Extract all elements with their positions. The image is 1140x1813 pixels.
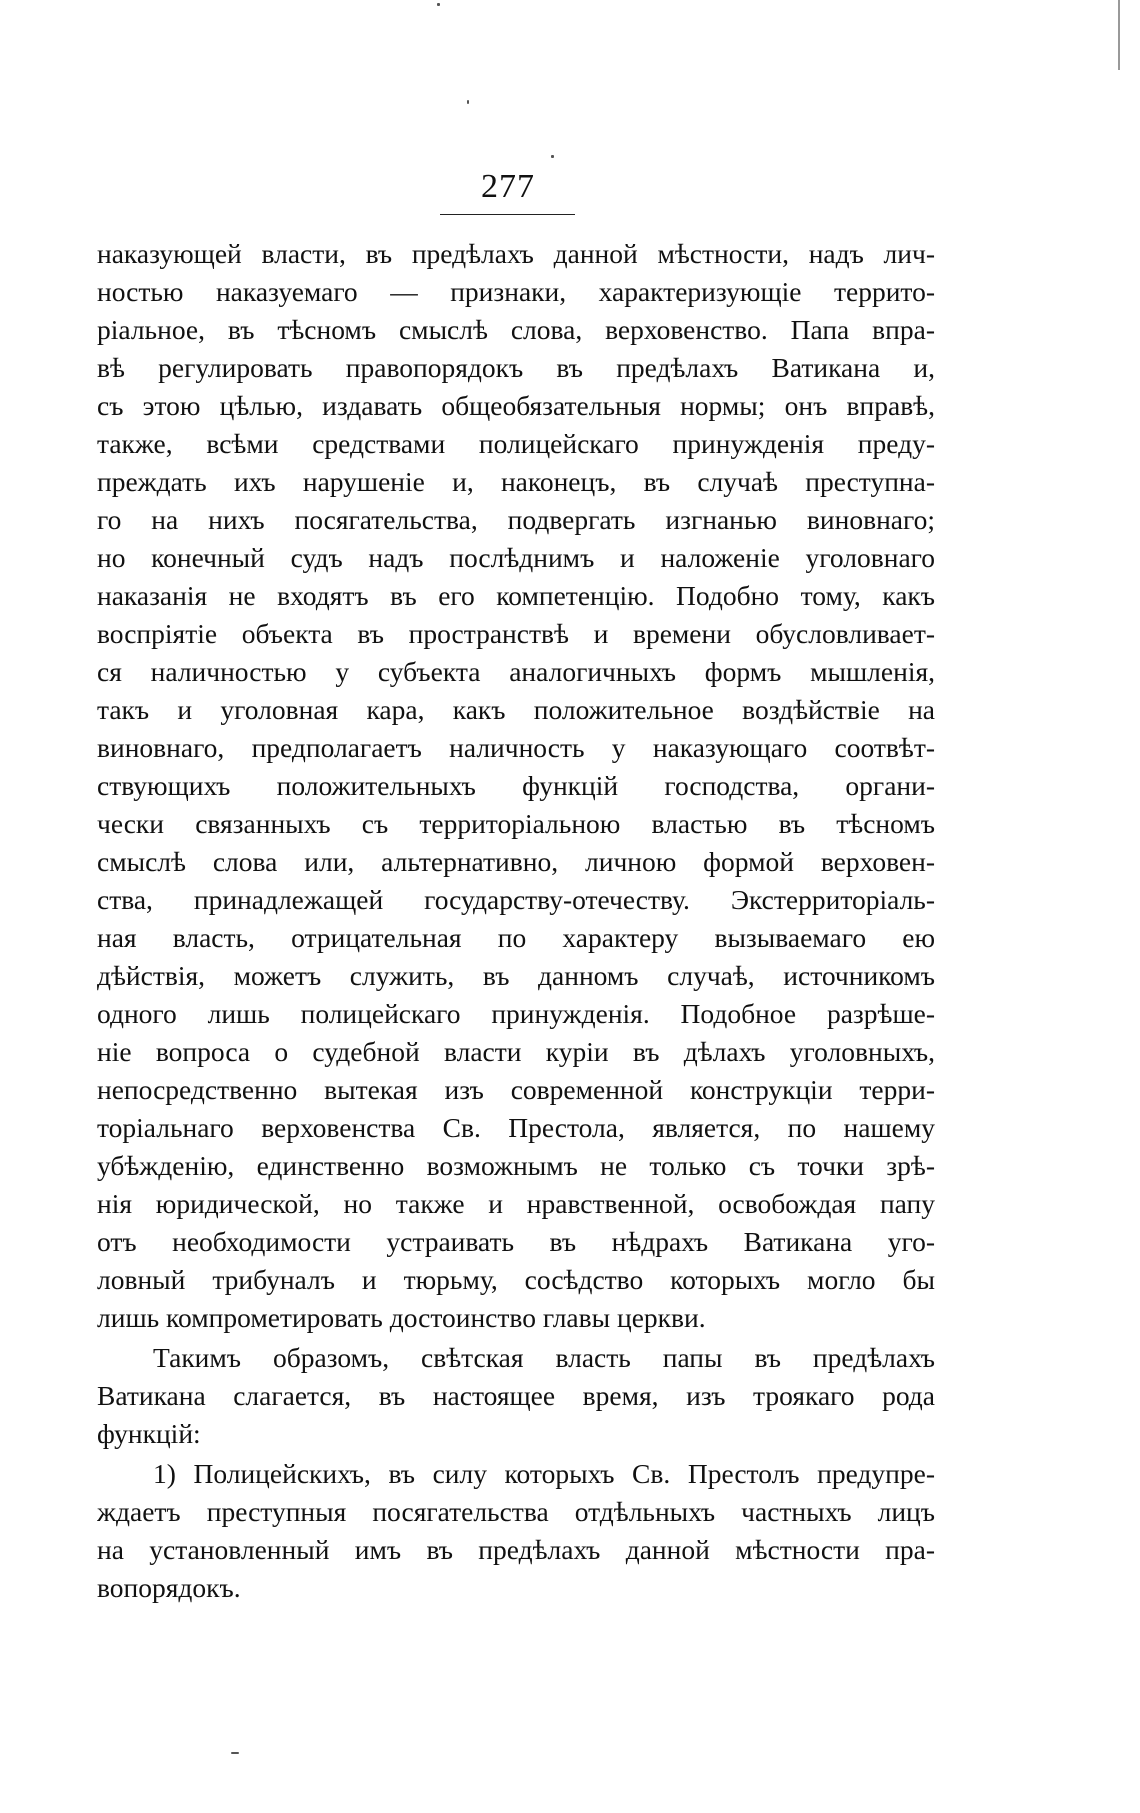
text-line: ная власть, отрицательная по характеру вызываемаго ею — [97, 922, 935, 953]
scan-speck — [437, 3, 440, 6]
text-line: ся наличностью у субъекта аналогичныхъ формъ мышленія, — [97, 656, 935, 687]
paragraph-end-line: вопорядокъ. — [97, 1572, 241, 1603]
text-line: нія юридической, но также и нравственной, освобождая папу — [97, 1188, 935, 1219]
text-line: на установленный имъ въ предѣлахъ данной мѣстности пра- — [97, 1534, 935, 1565]
text-line: ства, принадлежащей государству-отечеству. Экстерриторіаль- — [97, 884, 935, 915]
text-line: отъ необходимости устраивать въ нѣдрахъ Ватикана уго- — [97, 1226, 935, 1257]
paragraph-start-line: Такимъ образомъ, свѣтская власть папы въ предѣлахъ — [153, 1342, 935, 1373]
text-line: наказующей власти, въ предѣлахъ данной мѣстности, надъ лич- — [97, 238, 935, 269]
text-line: ріальное, въ тѣсномъ смыслѣ слова, верховенство. Папа впра- — [97, 314, 935, 345]
text-line: Ватикана слагается, въ настоящее время, изъ троякаго рода — [97, 1380, 935, 1411]
text-line: такъ и уголовная кара, какъ положительное воздѣйствіе на — [97, 694, 935, 725]
text-line: наказанія не входятъ въ его компетенцію. Подобно тому, какъ — [97, 580, 935, 611]
paragraph-end-line: лишь компрометировать достоинство главы церкви. — [97, 1302, 706, 1333]
text-line: дѣйствія, можетъ служить, въ данномъ случаѣ, источникомъ — [97, 960, 935, 991]
text-line: съ этою цѣлью, издавать общеобязательныя нормы; онъ вправѣ, — [97, 390, 935, 421]
text-line: ствующихъ положительныхъ функцій господства, органи- — [97, 770, 935, 801]
text-line: воспріятіе объекта въ пространствѣ и времени обусловливает- — [97, 618, 935, 649]
text-line: го на нихъ посягательства, подвергать изгнанью виновнаго; — [97, 504, 935, 535]
text-line: но конечный судъ надъ послѣднимъ и наложеніе уголовнаго — [97, 542, 935, 573]
text-line: одного лишь полицейскаго принужденія. Подобное разрѣше- — [97, 998, 935, 1029]
text-line: ловный трибуналъ и тюрьму, сосѣдство которыхъ могло бы — [97, 1264, 935, 1295]
text-line: виновнаго, предполагаетъ наличность у наказующаго соотвѣт- — [97, 732, 935, 763]
text-line: также, всѣми средствами полицейскаго принужденія преду- — [97, 428, 935, 459]
text-line: непосредственно вытекая изъ современной конструкціи терри- — [97, 1074, 935, 1105]
page-number-rule — [440, 214, 575, 215]
text-line: ждаетъ преступныя посягательства отдѣльныхъ частныхъ лицъ — [97, 1496, 935, 1527]
text-line: торіальнаго верховенства Св. Престола, является, по нашему — [97, 1112, 935, 1143]
scan-speck — [551, 155, 554, 158]
page-number: 277 — [481, 168, 535, 205]
text-line: чески связанныхъ съ территоріальною властью въ тѣсномъ — [97, 808, 935, 839]
scan-speck — [467, 100, 469, 104]
scan-speck — [231, 1752, 239, 1754]
text-line: ностью наказуемаго — признаки, характеризующіе террито- — [97, 276, 935, 307]
text-line: убѣжденію, единственно возможнымъ не только съ точки зрѣ- — [97, 1150, 935, 1181]
scan-edge-mark — [1118, 0, 1120, 70]
text-line: преждать ихъ нарушеніе и, наконецъ, въ случаѣ преступна- — [97, 466, 935, 497]
paragraph-end-line: функцій: — [97, 1418, 201, 1449]
text-line: вѣ регулировать правопорядокъ въ предѣлахъ Ватикана и, — [97, 352, 935, 383]
list-item-start-line: 1) Полицейскихъ, въ силу которыхъ Св. Престолъ предупре- — [153, 1458, 935, 1489]
text-line: ніе вопроса о судебной власти куріи въ дѣлахъ уголовныхъ, — [97, 1036, 935, 1067]
text-line: смыслѣ слова или, альтернативно, личною формой верховен- — [97, 846, 935, 877]
